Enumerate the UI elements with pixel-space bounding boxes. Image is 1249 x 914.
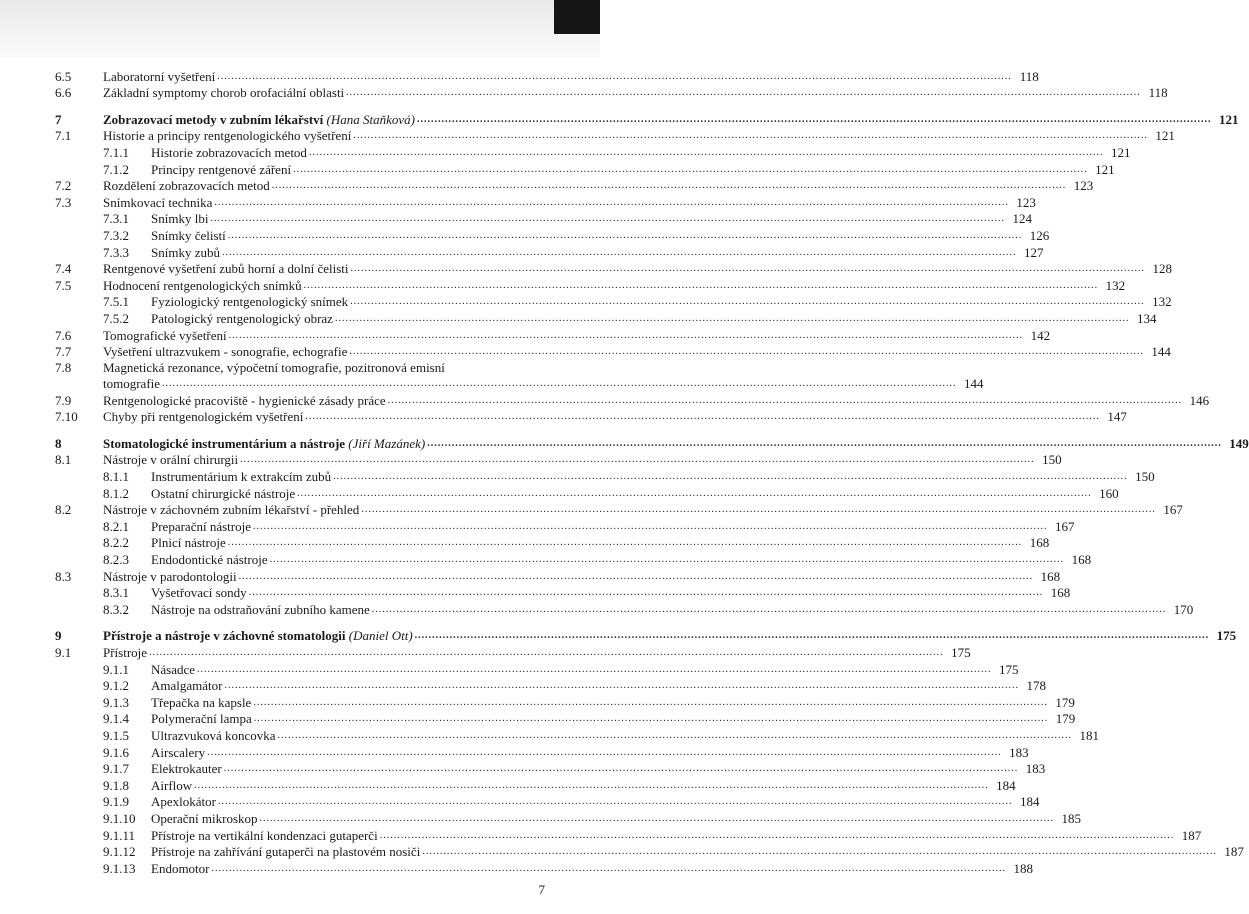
entry-number: 8.2 — [55, 502, 72, 518]
entry-page: 170 — [1173, 601, 1194, 617]
dot-leader — [149, 645, 944, 661]
entry-page: 183 — [1009, 744, 1029, 760]
toc-subsection[interactable] — [55, 860, 1033, 877]
dot-leader — [293, 162, 1088, 178]
entry-page: 184 — [996, 777, 1016, 793]
toc-subsection[interactable] — [55, 727, 1100, 744]
entry-title: Násadce — [151, 661, 196, 677]
entry-page: 185 — [1061, 810, 1082, 826]
dot-leader — [217, 69, 1012, 85]
dot-leader — [224, 678, 1019, 694]
entry-page: 150 — [1042, 452, 1062, 468]
entry-number: 9.1.11 — [103, 827, 136, 843]
toc-subsection[interactable] — [55, 694, 1075, 711]
entry-number: 9.1.8 — [103, 777, 129, 793]
entry-title: Polymerační lampa — [151, 711, 252, 727]
entry-title: Elektrokauter — [151, 761, 222, 777]
entry-title: Snímky čelistí — [151, 227, 226, 243]
toc-subsection[interactable] — [55, 227, 1050, 244]
entry-page: 126 — [1029, 227, 1050, 243]
dot-leader — [224, 761, 1019, 777]
entry-number: 7.7 — [55, 344, 72, 360]
entry-title: Operační mikroskop — [151, 810, 258, 826]
entry-number: 9.1.3 — [103, 694, 129, 710]
dot-leader — [253, 695, 1048, 711]
dot-leader — [162, 376, 957, 392]
toc-chapter[interactable] — [55, 435, 1249, 452]
dot-leader — [214, 195, 1009, 211]
toc-subsection[interactable] — [55, 777, 1016, 794]
chapter-number: 9 — [55, 628, 62, 644]
toc-subsection[interactable] — [55, 810, 1082, 827]
toc-section[interactable] — [55, 502, 1183, 519]
dot-leader — [197, 662, 992, 678]
entry-title: Ostatní chirurgické nástroje — [151, 485, 296, 501]
chapter-author: (Jiří Mazánek) — [348, 435, 426, 451]
entry-page: 188 — [1013, 860, 1033, 876]
entry-page: 121 — [1218, 111, 1239, 127]
entry-number: 7.3 — [55, 194, 72, 210]
entry-number: 7.1.1 — [103, 144, 129, 160]
entry-page: 175 — [1216, 628, 1237, 644]
entry-title: Nástroje v záchovném zubním lékařství - přehled — [103, 502, 360, 518]
entry-page: 144 — [964, 376, 984, 392]
entry-page: 187 — [1224, 844, 1244, 860]
entry-title: Nástroje v parodontologii — [103, 568, 237, 584]
entry-title: Plnicí nástroje — [151, 535, 226, 551]
entry-title: Snímkovací technika — [103, 194, 213, 210]
chapter-author: (Daniel Ott) — [348, 628, 413, 644]
entry-number: 9.1.13 — [103, 860, 136, 876]
entry-title: Rozdělení zobrazovacích metod — [103, 178, 270, 194]
dot-leader — [194, 778, 989, 794]
entry-page: 118 — [1019, 68, 1039, 84]
entry-number: 8.3.1 — [103, 585, 129, 601]
toc-subsection[interactable] — [55, 518, 1075, 535]
entry-title: Nástroje na odstraňování zubního kamene — [151, 601, 370, 617]
entry-title: Tomografické vyšetření — [103, 327, 227, 343]
entry-page: 123 — [1073, 178, 1094, 194]
entry-number: 8.3.2 — [103, 601, 129, 617]
entry-title: Vyšetření ultrazvukem - sonografie, echografie — [103, 344, 348, 360]
chapter-title: Stomatologické instrumentárium a nástroje — [103, 435, 346, 451]
dot-leader — [272, 178, 1067, 194]
dot-leader — [427, 436, 1222, 452]
chapter-number: 7 — [55, 111, 62, 127]
dot-leader — [260, 811, 1055, 827]
dot-leader — [212, 861, 1007, 877]
entry-page: 167 — [1054, 518, 1075, 534]
entry-number: 7.1.2 — [103, 161, 129, 177]
entry-title: Amalgamátor — [151, 678, 223, 694]
dot-leader — [417, 112, 1212, 128]
dot-leader — [210, 211, 1005, 227]
toc-subsection[interactable] — [55, 794, 1040, 811]
toc-subsection[interactable] — [55, 144, 1131, 161]
dot-leader — [346, 85, 1141, 101]
entry-page: 160 — [1099, 485, 1119, 501]
toc-subsection[interactable] — [55, 711, 1076, 728]
toc-subsection[interactable] — [55, 535, 1050, 552]
entry-title: Patologický rentgenologický obraz — [151, 310, 333, 326]
dot-leader — [229, 328, 1024, 344]
toc-subsection[interactable] — [55, 844, 1244, 861]
dot-leader — [309, 145, 1104, 161]
dot-leader — [228, 535, 1023, 551]
entry-number: 8.1 — [55, 452, 72, 468]
entry-page: 175 — [951, 645, 971, 660]
table-of-contents — [55, 68, 1249, 877]
entry-title: Hodnocení rentgenologických snímků — [103, 277, 302, 293]
entry-page: 132 — [1152, 294, 1172, 310]
dot-leader — [304, 278, 1099, 294]
toc-entry-multiline[interactable] — [55, 360, 984, 392]
entry-title: Chyby při rentgenologickém vyšetření — [103, 409, 304, 425]
chapter-title: Zobrazovací metody v zubním lékařství — [103, 111, 324, 127]
dot-leader — [253, 519, 1048, 535]
toc-subsection[interactable] — [55, 678, 1046, 695]
dot-leader — [372, 602, 1167, 618]
entry-number: 9.1.7 — [103, 761, 129, 777]
entry-number: 7.5 — [55, 277, 72, 293]
dot-leader — [361, 502, 1156, 518]
entry-page: 187 — [1181, 827, 1202, 843]
entry-page: 168 — [1050, 585, 1071, 601]
toc-chapter[interactable] — [55, 628, 1237, 645]
dot-leader — [351, 261, 1146, 277]
toc-section[interactable] — [55, 644, 971, 661]
entry-page: 149 — [1229, 435, 1249, 451]
entry-page: 168 — [1040, 568, 1061, 584]
dot-leader — [239, 569, 1034, 585]
toc-section[interactable] — [55, 452, 1062, 469]
entry-page: 118 — [1148, 85, 1168, 101]
entry-title: Nástroje v orální chirurgii — [103, 452, 239, 468]
toc-section[interactable] — [55, 568, 1061, 585]
dot-leader — [349, 344, 1144, 360]
section-gap — [55, 618, 548, 628]
toc-subsection[interactable] — [55, 211, 1032, 228]
scan-shadow — [0, 0, 600, 58]
toc-section[interactable] — [55, 85, 1168, 102]
entry-page: 123 — [1016, 194, 1036, 210]
entry-title: Rentgenové vyšetření zubů horní a dolní čelisti — [103, 261, 349, 277]
entry-page: 144 — [1151, 344, 1171, 360]
dot-leader — [380, 828, 1175, 844]
toc-subsection[interactable] — [55, 310, 1157, 327]
toc-subsection[interactable] — [55, 601, 1194, 618]
toc-subsection[interactable] — [55, 827, 1202, 844]
dot-leader — [218, 794, 1013, 810]
entry-title: Přístroje na zahřívání gutaperči na plastovém nosiči — [151, 844, 421, 860]
toc-subsection[interactable] — [55, 294, 1172, 311]
chapter-title: Přístroje a nástroje v záchovné stomatologii — [103, 628, 346, 644]
entry-title: Snímky lbi — [151, 211, 209, 227]
dot-leader — [222, 245, 1017, 261]
dot-leader — [335, 311, 1130, 327]
toc-section[interactable] — [55, 194, 1036, 211]
entry-page: 132 — [1105, 277, 1126, 293]
entry-title-line-1: Magnetická rezonance, výpočetní tomografie, pozitronová emisní — [103, 360, 445, 376]
entry-number: 9.1 — [55, 645, 72, 660]
toc-section[interactable] — [55, 178, 1094, 195]
entry-number: 7.5.2 — [103, 310, 129, 326]
entry-page: 124 — [1012, 211, 1032, 227]
toc-section[interactable] — [55, 128, 1175, 145]
toc-section[interactable] — [55, 409, 1127, 426]
entry-page: 147 — [1107, 409, 1127, 425]
entry-number: 7.6 — [55, 327, 72, 343]
dot-leader — [254, 711, 1049, 727]
entry-number: 7.10 — [55, 409, 78, 425]
toc-subsection[interactable] — [55, 244, 1044, 261]
entry-title: Principy rentgenové záření — [151, 161, 292, 177]
dot-leader — [353, 128, 1148, 144]
entry-number: 9.1.2 — [103, 678, 129, 694]
dot-leader — [207, 745, 1002, 761]
toc-subsection[interactable] — [55, 744, 1029, 761]
entry-number: 9.1.12 — [103, 844, 136, 860]
toc-subsection[interactable] — [55, 661, 1019, 678]
entry-number: 9.1.1 — [103, 661, 129, 677]
entry-page: 150 — [1135, 469, 1155, 485]
section-gap — [55, 101, 548, 111]
entry-title: Airflow — [151, 777, 193, 793]
entry-number: 7.5.1 — [103, 294, 129, 310]
entry-title: Vyšetřovací sondy — [151, 585, 247, 601]
entry-title: Historie a principy rentgenologického vyšetření — [103, 128, 352, 144]
dot-leader — [270, 552, 1065, 568]
entry-number: 8.1.2 — [103, 485, 129, 501]
toc-subsection[interactable] — [55, 161, 1115, 178]
dot-leader — [415, 628, 1210, 644]
entry-number: 8.3 — [55, 568, 72, 584]
entry-title: Preparační nástroje — [151, 518, 251, 534]
entry-page: 121 — [1155, 128, 1175, 144]
dot-leader — [297, 486, 1092, 502]
entry-number: 9.1.4 — [103, 711, 129, 727]
toc-subsection[interactable] — [55, 761, 1046, 778]
entry-number: 7.1 — [55, 128, 72, 144]
entry-page: 121 — [1110, 144, 1131, 160]
entry-title: Přístroje na vertikální kondenzaci gutaperči — [151, 827, 378, 843]
entry-page: 127 — [1023, 244, 1044, 260]
page-number: 7 — [538, 882, 545, 897]
toc-section[interactable] — [55, 327, 1051, 344]
entry-number: 8.2.2 — [103, 535, 129, 551]
entry-number: 7.4 — [55, 261, 72, 277]
toc-section[interactable] — [55, 68, 1039, 85]
entry-title: Fyziologický rentgenologický snímek — [151, 294, 349, 310]
toc-subsection[interactable] — [55, 585, 1071, 602]
entry-title: Základní symptomy chorob orofaciální oblasti — [103, 85, 345, 101]
toc-subsection[interactable] — [55, 485, 1119, 502]
dot-leader — [228, 228, 1023, 244]
entry-number: 9.1.9 — [103, 794, 129, 810]
toc-section[interactable] — [55, 261, 1172, 278]
page-corner-mark — [554, 0, 600, 34]
entry-number: 8.1.1 — [103, 469, 129, 485]
entry-title: Apexlokátor — [151, 794, 216, 810]
dot-leader — [333, 469, 1128, 485]
entry-number: 8.2.1 — [103, 518, 129, 534]
entry-page: 183 — [1025, 761, 1046, 777]
entry-page: 134 — [1136, 310, 1157, 326]
entry-number: 7.8 — [55, 360, 72, 376]
section-gap — [55, 425, 548, 435]
entry-page: 168 — [1029, 535, 1050, 551]
entry-page: 179 — [1055, 694, 1075, 710]
entry-page: 128 — [1152, 261, 1172, 277]
entry-title: Laboratorní vyšetření — [103, 68, 216, 84]
entry-page: 184 — [1019, 794, 1040, 810]
chapter-author: (Hana Staňková) — [326, 111, 415, 127]
entry-page: 168 — [1071, 552, 1092, 568]
entry-number: 7.2 — [55, 178, 72, 194]
entry-title: Endodontické nástroje — [151, 552, 268, 568]
entry-number: 7.3.2 — [103, 227, 129, 243]
dot-leader — [388, 393, 1183, 409]
entry-page: 175 — [999, 661, 1019, 677]
entry-number: 7.3.3 — [103, 244, 129, 260]
entry-title: Ultrazvuková koncovka — [151, 727, 276, 743]
dot-leader — [422, 844, 1217, 860]
entry-page: 167 — [1163, 502, 1183, 518]
entry-title: Snímky zubů — [151, 244, 220, 260]
dot-leader — [249, 585, 1044, 601]
entry-number: 9.1.6 — [103, 744, 129, 760]
entry-page: 181 — [1079, 727, 1100, 743]
entry-page: 121 — [1095, 161, 1115, 177]
entry-number: 7.3.1 — [103, 211, 129, 227]
entry-page: 179 — [1055, 711, 1076, 727]
entry-page: 142 — [1030, 327, 1051, 343]
entry-number: 6.5 — [55, 68, 72, 84]
toc-subsection[interactable] — [55, 551, 1092, 568]
dot-leader — [240, 452, 1035, 468]
dot-leader — [278, 728, 1073, 744]
entry-number: 6.6 — [55, 85, 72, 101]
dot-leader — [350, 294, 1145, 310]
entry-title: Přístroje — [103, 645, 148, 660]
toc-subsection[interactable] — [55, 468, 1155, 485]
entry-title: Endomotor — [151, 860, 210, 876]
toc-section[interactable] — [55, 392, 1210, 409]
entry-title-line-2: tomografie — [103, 376, 161, 392]
entry-number: 7.9 — [55, 392, 72, 408]
entry-title: Historie zobrazovacích metod — [151, 144, 307, 160]
entry-title: Airscalery — [151, 744, 206, 760]
entry-title: Rentgenologické pracoviště - hygienické zásady práce — [103, 392, 386, 408]
dot-leader — [305, 409, 1100, 425]
entry-number: 9.1.10 — [103, 810, 136, 826]
entry-title: Instrumentárium k extrakcím zubů — [151, 469, 332, 485]
chapter-number: 8 — [55, 435, 62, 451]
entry-number: 9.1.5 — [103, 727, 129, 743]
toc-section[interactable] — [55, 344, 1171, 361]
entry-page: 178 — [1026, 678, 1046, 694]
entry-page: 146 — [1189, 392, 1210, 408]
toc-chapter[interactable] — [55, 111, 1239, 128]
entry-title: Třepačka na kapsle — [151, 694, 252, 710]
entry-number: 8.2.3 — [103, 552, 129, 568]
toc-section[interactable] — [55, 277, 1126, 294]
